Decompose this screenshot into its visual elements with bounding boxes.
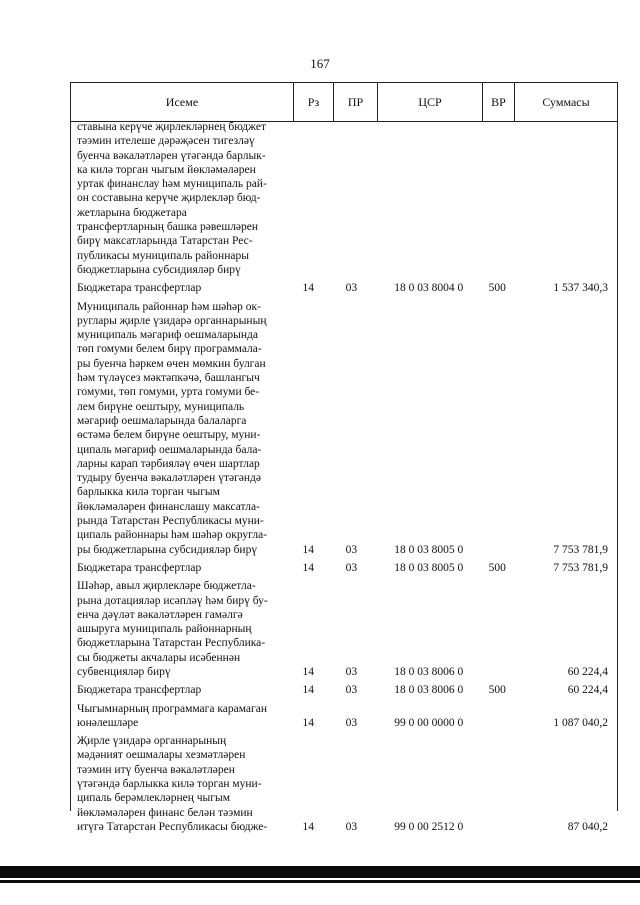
table-body <box>71 120 617 834</box>
row-csr: 18 0 03 8004 0 <box>394 282 464 295</box>
row-name <box>71 579 290 679</box>
row-pr: 03 <box>345 716 358 729</box>
row-sum: 1 087 040,2 <box>553 716 608 729</box>
row-vr: 500 <box>488 561 506 574</box>
table-row <box>71 300 617 557</box>
row-name <box>71 120 290 277</box>
row-name-line: тудыру буенча вәкаләтләрен үтәгәндә <box>77 472 262 485</box>
row-name-line: он составына керүче җирлекләр бюд- <box>77 192 261 205</box>
row-name-line: бюджетларына субсидияләр бирү <box>77 263 241 276</box>
row-csr: 99 0 00 0000 0 <box>394 716 464 729</box>
row-sum: 7 753 781,9 <box>553 543 608 556</box>
row-name-line: енча дәүләт вәкаләтләрен гамәлгә <box>77 608 243 621</box>
row-name-line: рына дотацияләр исәпләү һәм бирү бу- <box>77 594 268 607</box>
table-header <box>71 82 617 122</box>
header-name: Исеме <box>71 83 294 121</box>
row-rz: 14 <box>302 665 315 678</box>
table-row <box>71 579 617 679</box>
row-vr: 500 <box>488 684 506 697</box>
row-name-line: бюджетларына Татарстан Республика- <box>77 637 266 650</box>
row-name <box>71 734 290 834</box>
header-csr: ЦСР <box>378 83 483 121</box>
row-name <box>71 683 290 697</box>
row-name-line: гомуми, төп гомуми, урта гомуми бе- <box>77 386 260 399</box>
row-name-line: тәэмин ителеше дәрәҗәсен тигезләү <box>77 135 255 148</box>
row-name-line: уртак финанслау һәм муниципаль рай- <box>77 178 267 191</box>
row-pr: 03 <box>345 820 358 833</box>
row-name-line: буенча вәкаләтләрен үтәгәндә барлык- <box>77 149 266 162</box>
row-pr: 03 <box>345 282 358 295</box>
row-name-line: руглары җирле үзидарә органнарының <box>77 314 267 327</box>
scan-edge-line <box>0 880 640 883</box>
header-pr: ПР <box>334 83 378 121</box>
row-csr: 18 0 03 8006 0 <box>394 665 464 678</box>
row-name-line: ципаль районнары һәм шәһәр округла- <box>77 529 267 542</box>
row-pr: 03 <box>345 561 358 574</box>
row-csr: 18 0 03 8006 0 <box>394 684 464 697</box>
row-csr: 18 0 03 8005 0 <box>394 543 464 556</box>
row-sum: 7 753 781,9 <box>553 561 608 574</box>
row-name-line: Шәһәр, авыл җирлекләре бюджетла- <box>77 580 256 593</box>
table-row <box>71 702 617 731</box>
row-name-line: ка килә торган чыгым йөкләмәләрен <box>77 163 256 176</box>
row-name-line: мәгариф оешмаларында балаларга <box>77 414 247 427</box>
row-name-line: трансфертларның башка рәвешләрен <box>77 221 259 234</box>
scan-edge-bar <box>0 866 640 878</box>
row-name-line: ставына керүче җирлекләрнең бюджет <box>77 121 266 133</box>
row-rz: 14 <box>302 716 315 729</box>
row-rz: 14 <box>302 543 315 556</box>
page-number: 167 <box>310 56 330 71</box>
table-row <box>71 734 617 834</box>
row-name-line: ларны карап тәрбияләү өчен шартлар <box>77 457 260 470</box>
row-sum: 87 040,2 <box>567 820 608 833</box>
row-name-line: рында Татарстан Республикасы муни- <box>77 515 264 528</box>
row-name-line: Чыгымнарның программага карамаган <box>77 702 267 715</box>
row-name-line: Бюджетара трансфертлар <box>77 282 202 295</box>
row-name-line: ры бюджетларына субсидияләр бирү <box>77 543 258 556</box>
row-name-line: йөкләмәләрен финанс белән тәэмин <box>77 806 253 819</box>
row-name-line: ципаль берәмлекләрнең чыгым <box>77 792 231 805</box>
row-name-line: муниципаль мәгариф оешмаларында <box>77 329 258 342</box>
row-name-line: һәм түләүсез мәктәпкәчә, башлангыч <box>77 372 260 385</box>
row-name-line: үтәгәндә барлыкка килә торган муни- <box>77 778 262 791</box>
row-name-line: ашыруга муниципаль районнарның <box>77 623 252 636</box>
row-rz: 14 <box>302 820 315 833</box>
row-name-line: мәдәният оешмалары хезмәтләрен <box>77 749 246 762</box>
row-name-line: өстәмә белем бирүне оештыру, муни- <box>77 429 261 442</box>
row-name-line: ры буенча һәркем өчен мөмкин булган <box>77 357 266 370</box>
row-name-line: Бюджетара трансфертлар <box>77 684 202 697</box>
row-sum: 1 537 340,3 <box>553 282 608 295</box>
row-name-line: барлыкка килә торган чыгым <box>77 486 220 499</box>
header-vr: ВР <box>483 83 515 121</box>
row-pr: 03 <box>345 543 358 556</box>
row-name-line: итүгә Татарстан Республикасы бюдже- <box>77 820 268 833</box>
header-sum: Суммасы <box>542 94 590 109</box>
row-csr: 99 0 00 2512 0 <box>394 820 464 833</box>
row-name-line: бирү максатларында Татарстан Рес- <box>77 235 253 248</box>
row-name-line: лем бирүне оештыру, муниципаль <box>77 400 245 413</box>
row-name-line: юнәлешләре <box>77 716 139 729</box>
table-row <box>71 561 617 575</box>
row-name <box>71 300 290 557</box>
row-name-line: жетларына бюджетара <box>77 206 187 219</box>
table-row <box>71 281 617 295</box>
row-name-line: йөкләмәләрен финанслашу максатла- <box>77 500 260 513</box>
budget-table <box>70 82 618 833</box>
row-csr: 18 0 03 8005 0 <box>394 561 464 574</box>
row-name-line: Муниципаль районнар һәм шәһәр ок- <box>77 300 261 313</box>
table-row <box>71 120 617 277</box>
row-name-line: сы бюджеты акчалары исәбеннән <box>77 651 241 664</box>
row-vr: 500 <box>488 282 506 295</box>
row-pr: 03 <box>345 665 358 678</box>
table-row <box>71 683 617 697</box>
row-name-line: тәэмин итү буенча вәкаләтләрен <box>77 763 235 776</box>
row-name-line: публикасы муниципаль районнары <box>77 249 249 262</box>
row-rz: 14 <box>302 684 315 697</box>
row-name-line: ципаль мәгариф оешмаларында бала- <box>77 443 262 456</box>
row-name <box>71 561 290 575</box>
row-name-line: төп гомуми белем бирү программала- <box>77 343 262 356</box>
row-name-line: Җирле үзидарә органнарының <box>77 735 227 748</box>
row-rz: 14 <box>302 561 315 574</box>
row-name <box>71 702 290 731</box>
row-name-line: Бюджетара трансфертлар <box>77 561 202 574</box>
row-name <box>71 281 290 295</box>
row-rz: 14 <box>302 282 315 295</box>
row-pr: 03 <box>345 684 358 697</box>
row-sum: 60 224,4 <box>567 665 608 678</box>
row-sum: 60 224,4 <box>567 684 608 697</box>
row-name-line: субвенцияләр бирү <box>77 665 171 678</box>
header-rz: Рз <box>294 83 334 121</box>
